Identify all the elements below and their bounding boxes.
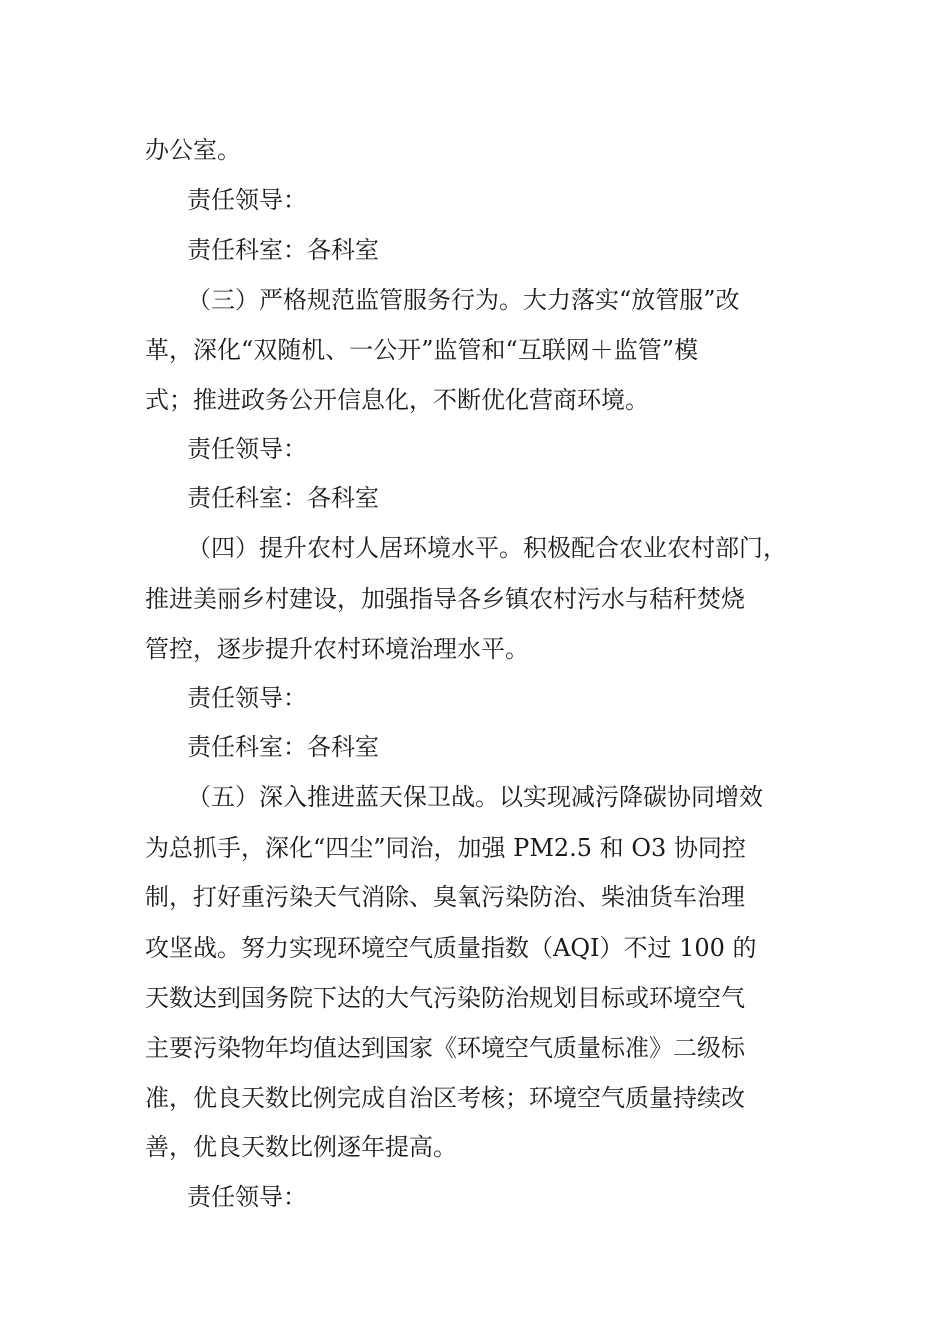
text-line: 准，优良天数比例完成自治区考核；环境空气质量持续改 — [145, 1084, 745, 1112]
responsible-office-label: 责任科室：各科室 — [187, 484, 379, 512]
text-line: 革，深化“双随机、一公开”监管和“互联网＋监管”模 — [145, 336, 699, 364]
text-line: 攻坚战。努力实现环境空气质量指数（AQI）不过 100 的 — [145, 934, 757, 962]
responsible-leader-label: 责任领导： — [187, 435, 307, 463]
text-line: 推进美丽乡村建设，加强指导各乡镇农村污水与秸秆焚烧 — [145, 585, 745, 613]
section-four-heading: （四）提升农村人居环境水平。积极配合农业农村部门， — [187, 534, 787, 562]
responsible-leader-label: 责任领导： — [187, 1183, 307, 1211]
text-line: 制，打好重污染天气消除、臭氧污染防治、柴油货车治理 — [145, 883, 745, 911]
responsible-office-label: 责任科室：各科室 — [187, 733, 379, 761]
responsible-office-label: 责任科室：各科室 — [187, 236, 379, 264]
section-three-heading: （三）严格规范监管服务行为。大力落实“放管服”改 — [187, 286, 740, 314]
text-line: 管控，逐步提升农村环境治理水平。 — [145, 635, 529, 663]
text-line: 为总抓手，深化“四尘”同治，加强 PM2.5 和 O3 协同控 — [145, 834, 746, 862]
text-line: 式；推进政务公开信息化，不断优化营商环境。 — [145, 386, 649, 414]
text-line: 主要污染物年均值达到国家《环境空气质量标准》二级标 — [145, 1034, 745, 1062]
responsible-leader-label: 责任领导： — [187, 186, 307, 214]
text-line: 善，优良天数比例逐年提高。 — [145, 1133, 457, 1161]
text-line: 办公室。 — [145, 136, 241, 164]
responsible-leader-label: 责任领导： — [187, 684, 307, 712]
text-line: 天数达到国务院下达的大气污染防治规划目标或环境空气 — [145, 984, 745, 1012]
section-five-heading: （五）深入推进蓝天保卫战。以实现减污降碳协同增效 — [187, 783, 763, 811]
